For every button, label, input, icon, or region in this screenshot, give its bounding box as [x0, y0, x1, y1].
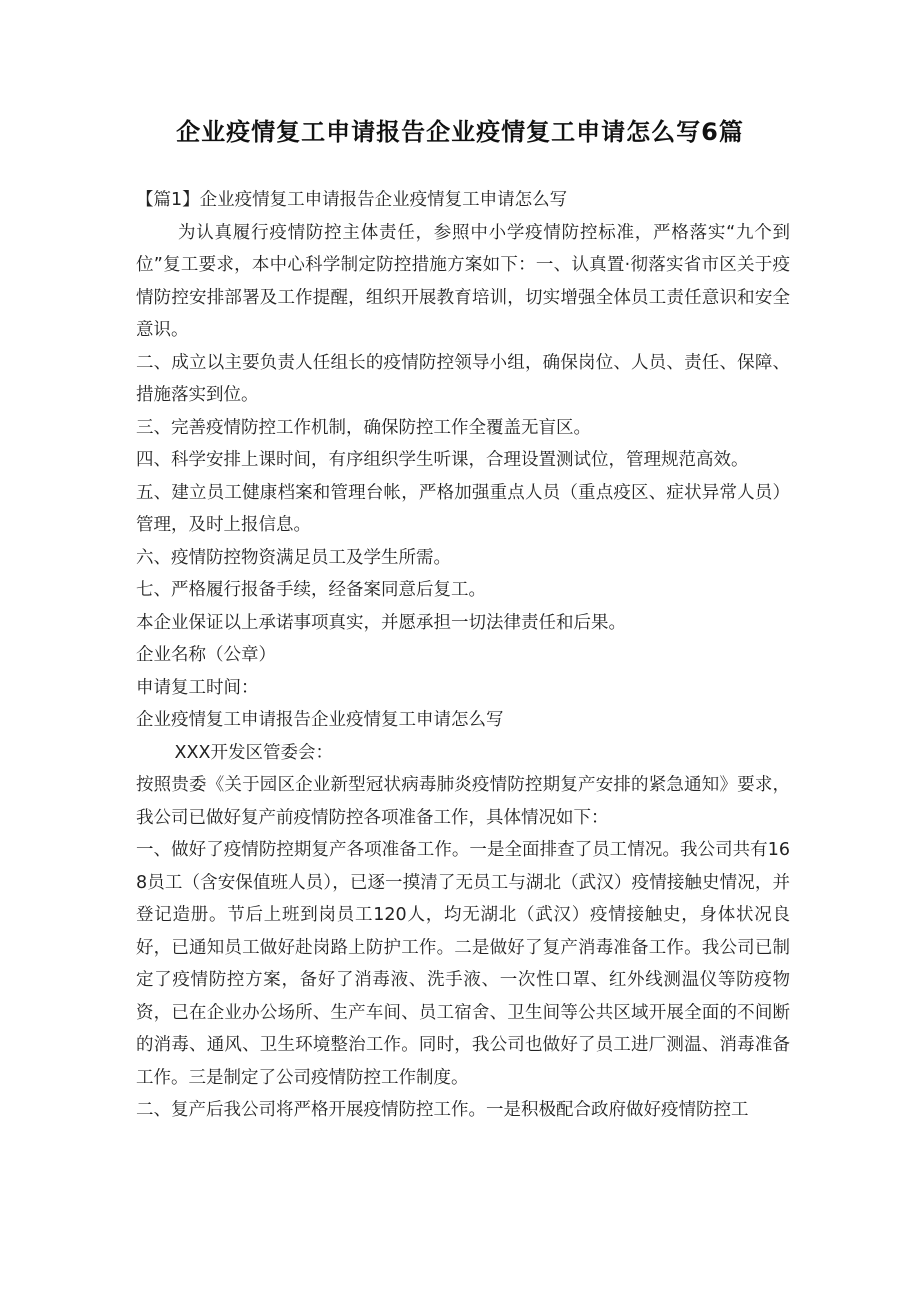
paragraph: 四、科学安排上课时间，有序组织学生听课，合理设置测试位，管理规范高效。 [136, 450, 749, 470]
paragraph: 五、建立员工健康档案和管理台帐，严格加强重点人员（重点疫区、症状异常人员）管理，及时上报信息。 [136, 482, 790, 535]
paragraph: 二、成立以主要负责人任组长的疫情防控领导小组，确保岗位、人员、责任、保障、措施落实到位。 [136, 352, 790, 405]
paragraph: 二、复产后我公司将严格开展疫情防控工作。一是积极配合政府做好疫情防控工 [136, 1100, 749, 1120]
document-body [136, 184, 790, 1127]
paragraph: 一、做好了疫情防控期复产各项准备工作。一是全面排查了员工情况。我公司共有168员工（含安保值班人员），已逐一摸清了无员工与湖北（武汉）疫情接触史情况，并登记造册。节后上班到岗员工120人，均无湖北（武汉）疫情接触史，身体状况良好，已通知员工做好赴岗路上防护工作。二是做好了复产消毒准备工作。我公司已制定了疫情防控方案，备好了消毒液、洗手液、一次性口罩、红外线测温仪等防疫物资，已在企业办公场所、生产车间、员工宿舍、卫生间等公共区域开展全面的不间断的消毒、通风、卫生环境整治工作。同时，我公司也做好了员工进厂测温、消毒准备工作。三是制定了公司疫情防控工作制度。 [136, 840, 790, 1088]
paragraph: 为认真履行疫情防控主体责任，参照中小学疫情防控标准，严格落实“九个到位”复工要求，本中心科学制定防控措施方案如下：一、认真置·彻落实省市区关于疫情防控安排部署及工作提醒，组织开展教育培训，切实增强全体员工责任意识和安全意识。 [136, 222, 790, 340]
paragraph: 七、严格履行报备手续，经备案同意后复工。 [136, 580, 486, 600]
paragraph: 按照贵委《关于园区企业新型冠状病毒肺炎疫情防控期复产安排的紧急通知》要求，我公司已做好复产前疫情防控各项准备工作，具体情况如下： [136, 775, 790, 828]
section-heading: 企业疫情复工申请报告企业疫情复工申请怎么写 [136, 710, 504, 730]
document-title: 企业疫情复工申请报告企业疫情复工申请怎么写6篇 [176, 118, 744, 146]
paragraph: 三、完善疫情防控工作机制，确保防控工作全覆盖无盲区。 [136, 417, 591, 438]
application-date-line: 申请复工时间： [136, 677, 259, 698]
salutation: XXX开发区管委会： [174, 742, 333, 763]
paragraph: 本企业保证以上承诺事项真实，并愿承担一切法律责任和后果。 [136, 612, 626, 633]
section-heading: 【篇1】企业疫情复工申请报告企业疫情复工申请怎么写 [136, 190, 568, 210]
company-name-line: 企业名称（公章） [136, 645, 276, 665]
paragraph: 六、疫情防控物资满足员工及学生所需。 [136, 547, 451, 568]
